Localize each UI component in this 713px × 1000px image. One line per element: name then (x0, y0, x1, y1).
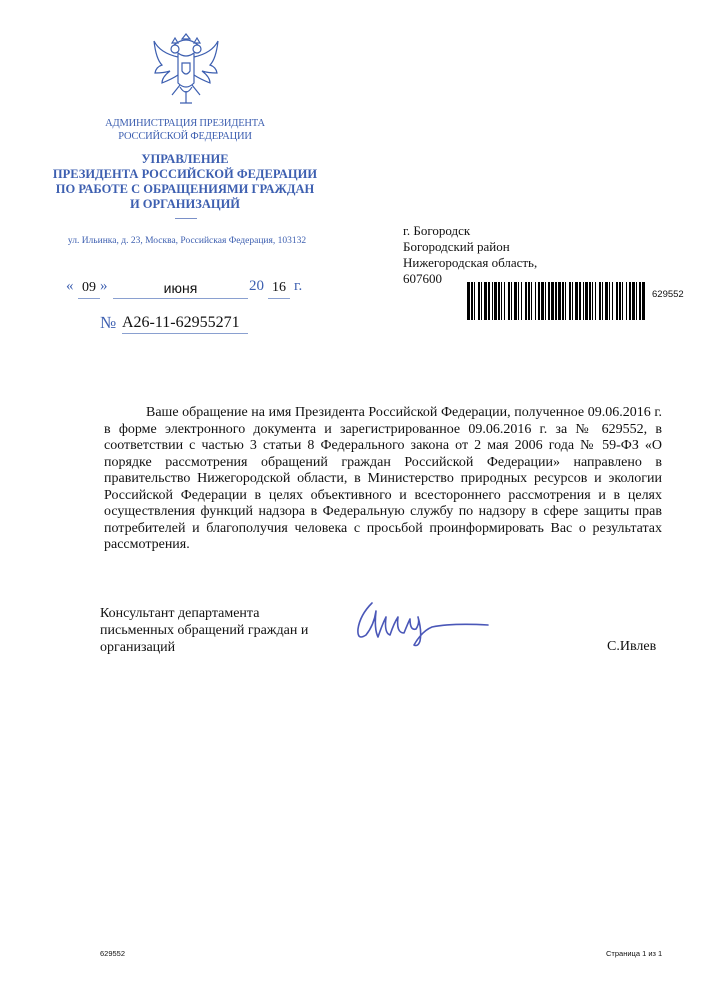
date-month-underline (113, 298, 248, 299)
barcode-bar (555, 282, 557, 320)
barcode-bar (514, 282, 517, 320)
barcode-bar (592, 282, 593, 320)
barcode-bar (538, 282, 540, 320)
barcode-bar (569, 282, 571, 320)
barcode-bar (548, 282, 550, 320)
date-year-underline (268, 298, 290, 299)
barcode-bar (585, 282, 588, 320)
barcode-bar (474, 282, 475, 320)
handwritten-signature-icon (352, 595, 492, 650)
barcode-bar (595, 282, 596, 320)
barcode-icon (467, 282, 645, 320)
barcode-bar (579, 282, 581, 320)
barcode-bar (619, 282, 621, 320)
letterhead-address: ул. Ильинка, д. 23, Москва, Российская Федерация, 103132 (67, 236, 307, 246)
date-close-quote: » (100, 278, 108, 294)
barcode-bar (575, 282, 578, 320)
signer-title-line-1: Консультант департамента (100, 606, 260, 621)
department-name (30, 152, 340, 212)
barcode-bar (572, 282, 573, 320)
recipient-line-3: Нижегородская область, (403, 255, 538, 270)
barcode-number: 629552 (652, 289, 684, 300)
date-open-quote: « (66, 278, 74, 294)
barcode-bar (471, 282, 473, 320)
date-year-prefix: 20 (249, 278, 264, 294)
date-day: 09 (82, 280, 96, 295)
signer-title-line-3: организаций (100, 640, 176, 655)
barcode-bar (583, 282, 584, 320)
barcode-bar (492, 282, 493, 320)
barcode-bar (642, 282, 645, 320)
barcode-bar (636, 282, 637, 320)
department-line-4: И ОРГАНИЗАЦИЙ (129, 197, 241, 211)
barcode-bar (609, 282, 610, 320)
document-number: А26-11-62955271 (122, 314, 240, 331)
barcode-bar (488, 282, 490, 320)
department-divider (175, 218, 197, 219)
barcode-bar (558, 282, 561, 320)
barcode-bar (521, 282, 522, 320)
date-year-suffix: 16 (272, 280, 286, 295)
barcode-bar (551, 282, 554, 320)
recipient-address (403, 223, 537, 287)
barcode-bar (599, 282, 601, 320)
administration-name (60, 117, 310, 143)
date-year-abbr: г. (294, 278, 303, 294)
barcode-bar (616, 282, 618, 320)
administration-line-2: РОССИЙСКОЙ ФЕДЕРАЦИИ (118, 131, 252, 142)
barcode-bar (481, 282, 482, 320)
signer-title-line-2: письменных обращений граждан и (100, 623, 309, 638)
footer-document-number: 629552 (100, 949, 126, 958)
footer-page-count: Страница 1 из 1 (606, 949, 663, 958)
barcode-bar (525, 282, 527, 320)
barcode-bar (602, 282, 603, 320)
barcode-bar (535, 282, 536, 320)
double-headed-eagle-emblem-icon (150, 33, 222, 115)
recipient-line-4: 607600 (403, 271, 442, 286)
number-sign: № (100, 313, 117, 332)
department-line-1: УПРАВЛЕНИЕ (141, 152, 229, 166)
barcode-bar (541, 282, 544, 320)
barcode-bar (626, 282, 627, 320)
barcode-bar (484, 282, 487, 320)
barcode-bar (545, 282, 546, 320)
signer-name: С.Ивлев (607, 639, 657, 654)
date-month: июня (163, 280, 198, 296)
barcode-bar (612, 282, 613, 320)
barcode-bar (511, 282, 512, 320)
barcode-bar (531, 282, 532, 320)
department-line-3: ПО РАБОТЕ С ОБРАЩЕНИЯМИ ГРАЖДАН (55, 182, 315, 196)
barcode-bar (494, 282, 497, 320)
barcode-bar (478, 282, 480, 320)
recipient-line-1: г. Богородск (403, 223, 471, 238)
barcode-bar (508, 282, 510, 320)
date-day-underline (78, 298, 100, 299)
barcode-bar (501, 282, 502, 320)
signer-title (100, 605, 340, 656)
administration-line-1: АДМИНИСТРАЦИЯ ПРЕЗИДЕНТА (105, 118, 265, 129)
barcode-bar (467, 282, 470, 320)
recipient-line-2: Богородский район (403, 239, 510, 254)
letter-body: Ваше обращение на имя Президента Российской Федерации, полученное 09.06.2016 г. в форме электронного документа и зарегистрированное 09.06.2016 г. за № 629552, в соответствии с частью 3 статьи 8 Федерального закона от 2 мая 2006 года № 59-ФЗ «О порядке рассмотрения обращений граждан Российской Федерации» направлено в правительство Нижегородской области, в Министерство природных ресурсов и экологии Российской Федерации в целях объективного и всестороннего рассмотрения и в целях осуществления функций надзора в Федеральную службу по надзору в сфере защиты прав потребителей и благополучия человека с просьбой проинформировать Вас о результатах рассмотрения. (104, 405, 662, 552)
department-line-2: ПРЕЗИДЕНТА РОССИЙСКОЙ ФЕДЕРАЦИИ (52, 167, 318, 181)
barcode-bar (605, 282, 608, 320)
barcode-bar (562, 282, 564, 320)
barcode-bar (632, 282, 635, 320)
barcode-bar (565, 282, 566, 320)
barcode-bar (639, 282, 641, 320)
barcode-bar (629, 282, 631, 320)
barcode-bar (518, 282, 519, 320)
number-underline (122, 333, 248, 334)
barcode-bar (498, 282, 500, 320)
barcode-bar (528, 282, 530, 320)
barcode-bar (589, 282, 591, 320)
barcode-bar (622, 282, 623, 320)
barcode-bar (504, 282, 505, 320)
